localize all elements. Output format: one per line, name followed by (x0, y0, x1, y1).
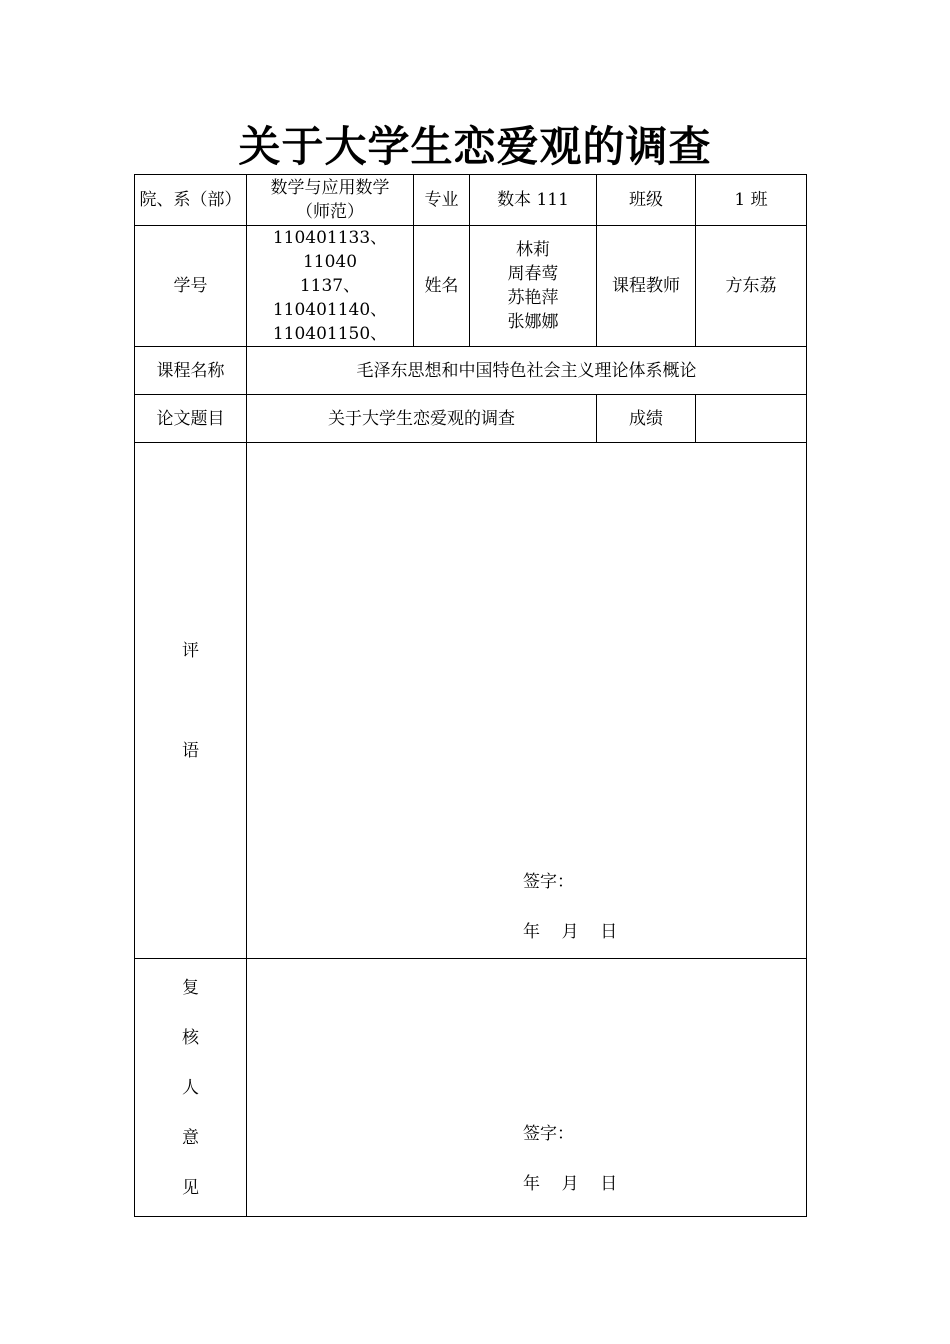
course-label: 课程名称 (135, 347, 247, 395)
name-value (470, 226, 597, 347)
comment-area[interactable] (247, 443, 807, 959)
comment-date-label: 年 月 日 (523, 922, 618, 942)
department-value-line: 数学与应用数学 (270, 178, 390, 198)
review-label-char: 见 (182, 1177, 199, 1198)
score-label: 成绩 (597, 395, 696, 443)
document-title: 关于大学生恋爱观的调查 (238, 122, 712, 171)
review-label-char: 复 (182, 977, 199, 998)
student-id-label: 学号 (135, 226, 247, 347)
course-value: 毛泽东思想和中国特色社会主义理论体系概论 (247, 347, 807, 395)
student-name: 张娜娜 (507, 312, 559, 332)
review-signature-label: 签字： (523, 1124, 574, 1144)
department-value (247, 175, 414, 226)
form-row-comment (135, 443, 807, 959)
class-value: 1 班 (696, 175, 807, 226)
comment-signature-label: 签字： (523, 872, 574, 892)
review-label-char: 核 (182, 1027, 199, 1048)
review-area[interactable] (247, 959, 807, 1217)
review-label-char: 意 (182, 1127, 199, 1148)
topic-value: 关于大学生恋爱观的调查 (247, 395, 597, 443)
comment-label (135, 443, 247, 959)
form-row-students (135, 226, 807, 347)
student-id-value (247, 226, 414, 347)
department-label: 院、系（部） (135, 175, 247, 226)
form-row-review (135, 959, 807, 1217)
evaluation-form-table (134, 174, 807, 1217)
form-row-topic (135, 395, 807, 443)
review-label (135, 959, 247, 1217)
topic-label: 论文题目 (135, 395, 247, 443)
major-label: 专业 (414, 175, 470, 226)
student-id-line: 1137、110401140、 (272, 276, 388, 320)
student-name: 苏艳萍 (507, 288, 559, 308)
student-name: 林莉 (516, 240, 550, 260)
student-name: 周春莺 (507, 264, 559, 284)
form-row-department (135, 175, 807, 226)
teacher-label: 课程教师 (597, 226, 696, 347)
review-date-label: 年 月 日 (523, 1174, 618, 1194)
form-row-course (135, 347, 807, 395)
student-id-line: 110401133、11040 (272, 228, 388, 272)
comment-label-char: 语 (182, 740, 199, 761)
name-label: 姓名 (414, 226, 470, 347)
department-value-line: （师范） (296, 202, 364, 222)
student-id-line: 110401150、 (272, 324, 388, 344)
score-value[interactable] (696, 395, 807, 443)
class-label: 班级 (597, 175, 696, 226)
review-label-char: 人 (182, 1077, 199, 1098)
teacher-value: 方东荔 (696, 226, 807, 347)
major-value: 数本 111 (470, 175, 597, 226)
comment-label-char: 评 (182, 640, 199, 661)
